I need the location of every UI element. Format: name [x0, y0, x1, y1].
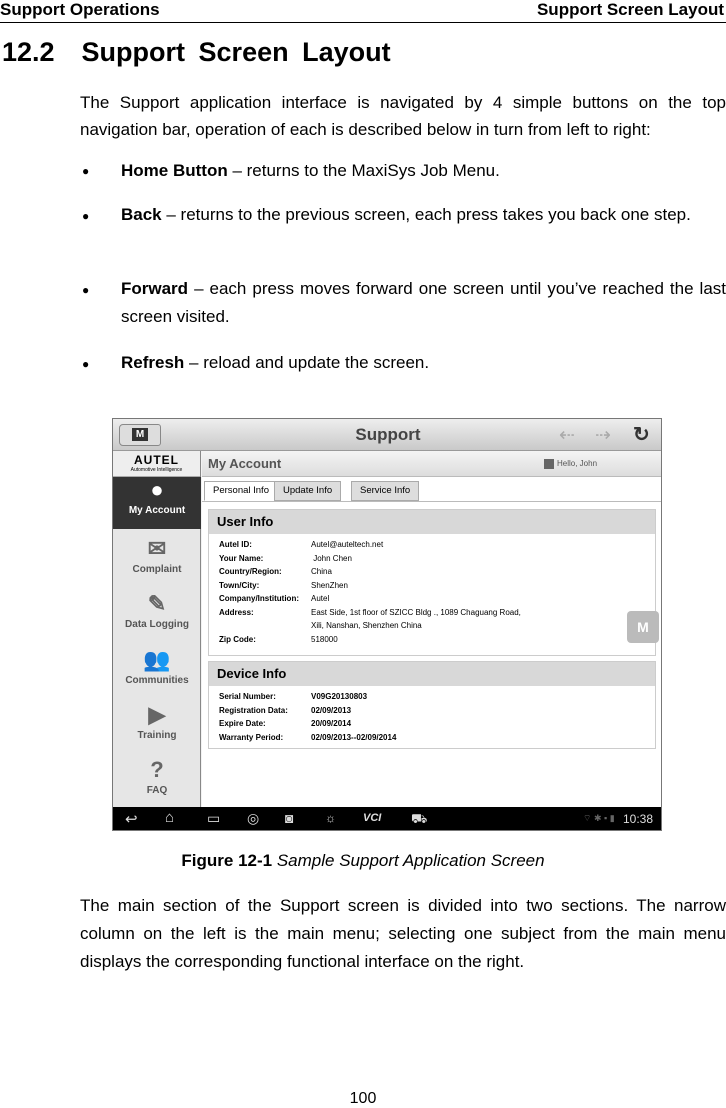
- bullet-icon: ●: [82, 357, 90, 371]
- info-value: ShenZhen: [311, 580, 348, 590]
- info-row: [209, 538, 655, 552]
- main-menu: [113, 451, 201, 807]
- menu-item-communities[interactable]: [113, 647, 201, 686]
- info-key: [219, 619, 311, 633]
- info-key: Town/City:: [219, 580, 260, 590]
- back-arrow-icon[interactable]: ⇠: [559, 425, 575, 446]
- info-key: Serial Number:: [219, 692, 276, 701]
- section-title: 12.2 Support Screen Layout: [2, 37, 391, 67]
- info-key: Registration Data:: [219, 705, 288, 715]
- car-icon[interactable]: ⛟: [411, 811, 428, 826]
- info-key: Zip Code:: [219, 634, 256, 644]
- menu-label: My Account: [128, 505, 186, 516]
- info-value: John Chen: [311, 553, 352, 563]
- info-row: [209, 606, 655, 620]
- bullet-icon: ●: [82, 209, 90, 223]
- bullet-home: [121, 157, 726, 185]
- info-row: [209, 619, 655, 633]
- menu-item-my-account[interactable]: [113, 477, 201, 529]
- tab-update-info[interactable]: Update Info: [274, 481, 341, 501]
- user-avatar-icon: [544, 459, 554, 469]
- brand-tagline: Automotive Intelligence: [130, 467, 183, 473]
- menu-label: Data Logging: [125, 619, 189, 630]
- bullet-desc: – returns to the MaxiSys Job Menu.: [227, 161, 500, 180]
- user-info-section: [208, 509, 656, 656]
- device-info-section: [208, 661, 656, 749]
- bullet-term: Forward: [121, 279, 189, 298]
- camera-icon[interactable]: ◙: [285, 810, 294, 826]
- home-icon: M: [132, 428, 148, 441]
- recent-apps-icon[interactable]: ▭: [207, 810, 221, 826]
- bullet-desc: – each press moves forward one screen until you’ve reached the last screen visited.: [121, 279, 726, 326]
- info-key: Address:: [219, 607, 254, 617]
- refresh-icon[interactable]: ↻: [633, 424, 650, 446]
- info-row: [209, 565, 655, 579]
- info-value: 02/09/2013--02/09/2014: [311, 732, 397, 742]
- info-row: [209, 579, 655, 593]
- info-value: 20/09/2014: [311, 719, 352, 728]
- back-icon[interactable]: ↩: [125, 811, 138, 828]
- info-row: [209, 690, 655, 704]
- floating-menu-button[interactable]: M: [627, 611, 659, 643]
- menu-item-data-logging[interactable]: [113, 591, 201, 630]
- bullet-desc: – reload and update the screen.: [184, 353, 430, 372]
- menu-label: Communities: [125, 675, 189, 686]
- content-area: [202, 451, 662, 807]
- greeting: Hello, John: [557, 459, 598, 468]
- menu-label: FAQ: [146, 785, 168, 796]
- bullet-term: Back: [121, 205, 162, 224]
- chat-icon: ✉: [147, 536, 167, 561]
- info-value: Xili, Nanshan, Shenzhen China: [311, 621, 422, 630]
- bullet-forward: [121, 275, 726, 331]
- info-value: Autel: [311, 594, 330, 603]
- bullet-icon: ●: [82, 164, 90, 178]
- caption-label: Figure 12-1: [181, 851, 273, 870]
- bullet-desc: – returns to the previous screen, each press takes you back one step.: [161, 205, 691, 224]
- app-title: Support: [355, 425, 421, 444]
- header-rule: [0, 22, 726, 23]
- user-icon: ●: [150, 477, 164, 502]
- clock: 10:38: [623, 812, 654, 826]
- play-icon: ▶: [148, 702, 166, 727]
- brand-logo: AUTEL: [134, 453, 179, 467]
- menu-item-complaint[interactable]: [113, 536, 201, 575]
- info-value: V09G20130803: [311, 692, 368, 701]
- menu-item-training[interactable]: [113, 702, 201, 741]
- info-value: China: [311, 567, 332, 576]
- info-row: [209, 633, 655, 647]
- info-value: East Side, 1st floor of SZICC Bldg ., 1089 Chaguang Road,: [311, 607, 521, 617]
- bullet-back: [121, 201, 726, 229]
- running-header-right: Support Screen Layout: [536, 0, 724, 19]
- info-row: [209, 704, 655, 718]
- info-value: 518000: [311, 634, 338, 644]
- group-icon: 👥: [143, 647, 171, 672]
- android-nav-bar: [113, 807, 662, 831]
- menu-item-faq[interactable]: [113, 757, 201, 796]
- info-row: [209, 731, 655, 745]
- home-icon[interactable]: ⌂: [165, 809, 175, 826]
- info-row: [209, 717, 655, 731]
- question-icon: ?: [150, 757, 164, 782]
- info-value: 02/09/2013: [311, 705, 352, 715]
- section-heading: User Info: [209, 510, 655, 534]
- info-key: Your Name:: [219, 553, 264, 563]
- support-screenshot: [112, 418, 662, 831]
- info-value: Autel@auteltech.net: [311, 540, 384, 549]
- bullet-icon: ●: [82, 283, 90, 297]
- info-row: [209, 552, 655, 566]
- pen-icon: ✎: [147, 591, 167, 616]
- info-row: [209, 592, 655, 606]
- top-bar: [113, 419, 662, 451]
- menu-label: Training: [137, 730, 177, 741]
- intro-paragraph: The Support application interface is navigated by 4 simple buttons on the top navigation bar, operation of each is described below in turn from left to right:: [80, 93, 726, 139]
- info-key: Company/Institution:: [219, 594, 299, 603]
- body-paragraph: The main section of the Support screen is divided into two sections. The narrow column on the left is the main menu; selecting one subject from the main menu displays the corresponding functional interface on the right.: [80, 896, 726, 971]
- vci-icon[interactable]: VCI: [363, 812, 382, 824]
- status-icons: ⌔ ✱ ▪ ▮: [583, 813, 615, 823]
- page-number: 100: [349, 1090, 377, 1107]
- menu-label: Complaint: [132, 564, 182, 575]
- caption-text: Sample Support Application Screen: [272, 851, 545, 870]
- tab-service-info[interactable]: Service Info: [351, 481, 419, 501]
- running-header-left: Support Operations: [0, 0, 160, 19]
- bullet-refresh: [121, 349, 726, 377]
- info-key: Warranty Period:: [219, 732, 284, 742]
- section-heading: Device Info: [209, 662, 655, 686]
- page-title: My Account: [208, 456, 282, 471]
- figure-caption: [0, 851, 726, 871]
- display-icon[interactable]: ☼: [325, 811, 336, 825]
- bullet-term: Home Button: [121, 161, 228, 180]
- info-key: Country/Region:: [219, 567, 282, 576]
- bullet-term: Refresh: [121, 353, 185, 372]
- tab-personal-info[interactable]: Personal Info: [204, 481, 278, 501]
- browser-icon[interactable]: ◎: [247, 810, 260, 826]
- info-key: Autel ID:: [219, 540, 252, 549]
- info-key: Expire Date:: [219, 719, 266, 728]
- forward-arrow-icon[interactable]: ⇢: [595, 425, 611, 446]
